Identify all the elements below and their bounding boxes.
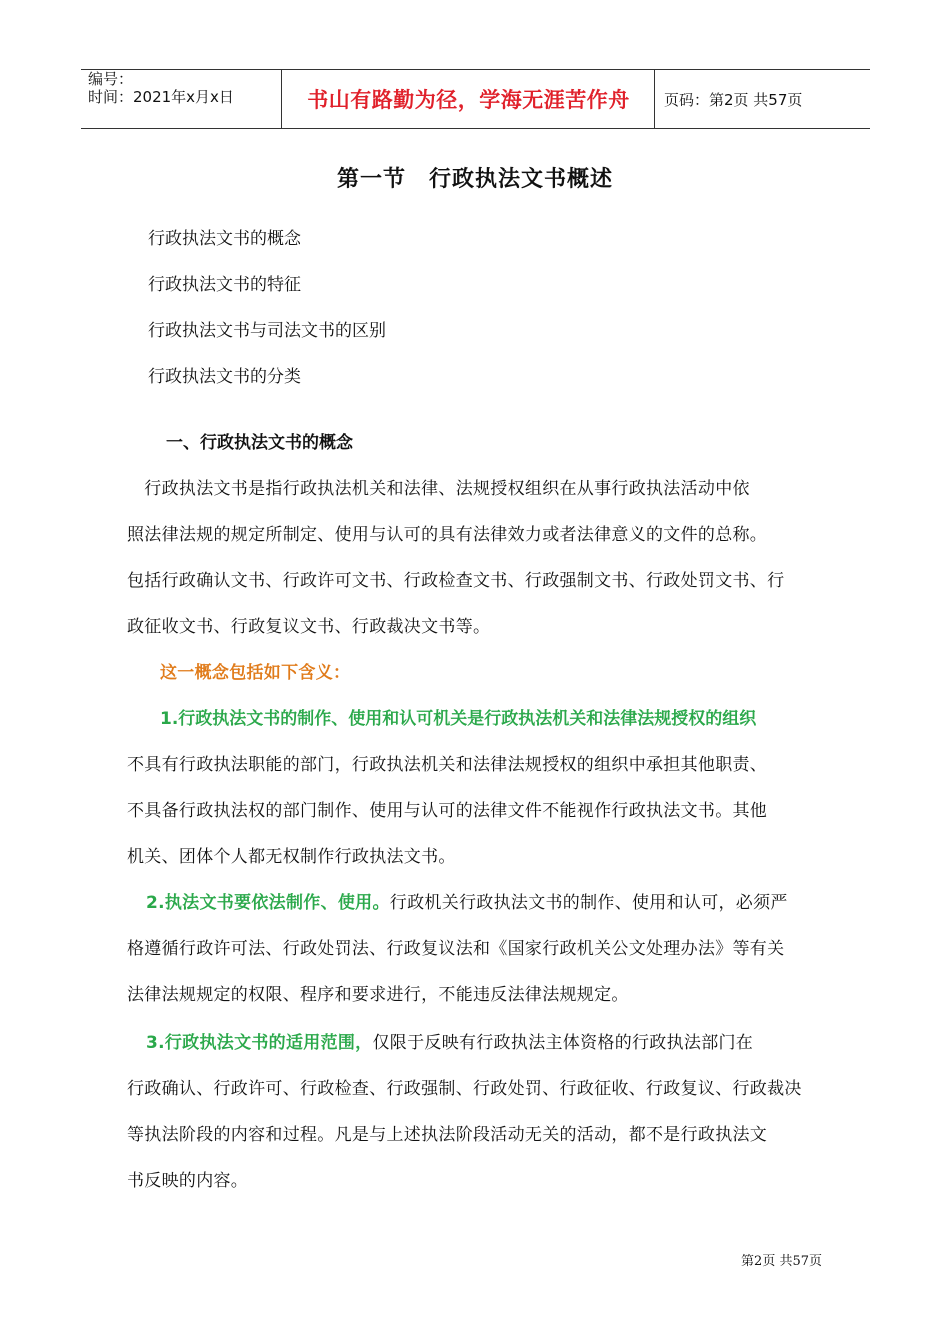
- toc-item: 行政执法文书的分类: [148, 367, 301, 387]
- point3-tail: 仅限于反映有行政执法主体资格的行政执法部门在: [372, 1033, 754, 1053]
- header-bottom-rule: [81, 128, 870, 129]
- para-line: 包括行政确认文书、行政许可文书、行政检查文书、行政强制文书、行政处罚文书、行: [127, 571, 785, 591]
- number-label: 编号：: [88, 70, 134, 88]
- point2-line: 法律法规规定的权限、程序和要求进行，不能违反法律法规规定。: [127, 985, 629, 1005]
- toc-item: 行政执法文书与司法文书的区别: [148, 321, 386, 341]
- para-line: 行政执法文书是指行政执法机关和法律、法规授权组织在从事行政执法活动中依: [127, 479, 750, 499]
- point2-first-line: [146, 888, 788, 913]
- header-divider-left: [281, 69, 282, 128]
- point3-line: 行政确认、行政许可、行政检查、行政强制、行政处罚、行政征收、行政复议、行政裁决: [127, 1079, 802, 1099]
- header-page-info: 页码：第2页 共57页: [664, 91, 803, 109]
- point2-heading: 2.执法文书要依法制作、使用。: [146, 893, 390, 913]
- para-line: 政征收文书、行政复议文书、行政裁决文书等。: [127, 617, 491, 637]
- time-label: 时间：2021年x月x日: [88, 88, 234, 106]
- page-footer: 第2页 共57页: [741, 1254, 822, 1269]
- point1-line: 不具有行政执法职能的部门，行政执法机关和法律法规授权的组织中承担其他职责、: [127, 755, 768, 775]
- meaning-intro: 这一概念包括如下含义：: [160, 663, 351, 683]
- header-motto: 书山有路勤为径，学海无涯苦作舟: [307, 88, 630, 112]
- point2-line: 格遵循行政许可法、行政处罚法、行政复议法和《国家行政机关公文处理办法》等有关: [127, 939, 785, 959]
- point3-first-line: [146, 1028, 753, 1053]
- toc-item: 行政执法文书的概念: [148, 229, 301, 249]
- toc-item: 行政执法文书的特征: [148, 275, 301, 295]
- point1-line: 机关、团体个人都无权制作行政执法文书。: [127, 847, 456, 867]
- subsection-heading: 一、行政执法文书的概念: [166, 433, 353, 453]
- point2-tail: 行政机关行政执法文书的制作、使用和认可，必须严: [389, 893, 788, 913]
- header-meta: [88, 70, 234, 106]
- header-divider-right: [654, 69, 655, 128]
- point1-heading: 1.行政执法文书的制作、使用和认可机关是行政执法机关和法律法规授权的组织: [160, 709, 757, 729]
- para-line: 照法律法规的规定所制定、使用与认可的具有法律效力或者法律意义的文件的总称。: [127, 525, 768, 545]
- point1-line: 不具备行政执法权的部门制作、使用与认可的法律文件不能视作行政执法文书。其他: [127, 801, 768, 821]
- point3-heading: 3.行政执法文书的适用范围，: [146, 1033, 373, 1053]
- section-title: 第一节 行政执法文书概述: [336, 167, 613, 192]
- point3-line: 等执法阶段的内容和过程。凡是与上述执法阶段活动无关的活动，都不是行政执法文: [127, 1125, 768, 1145]
- point3-line: 书反映的内容。: [127, 1171, 249, 1191]
